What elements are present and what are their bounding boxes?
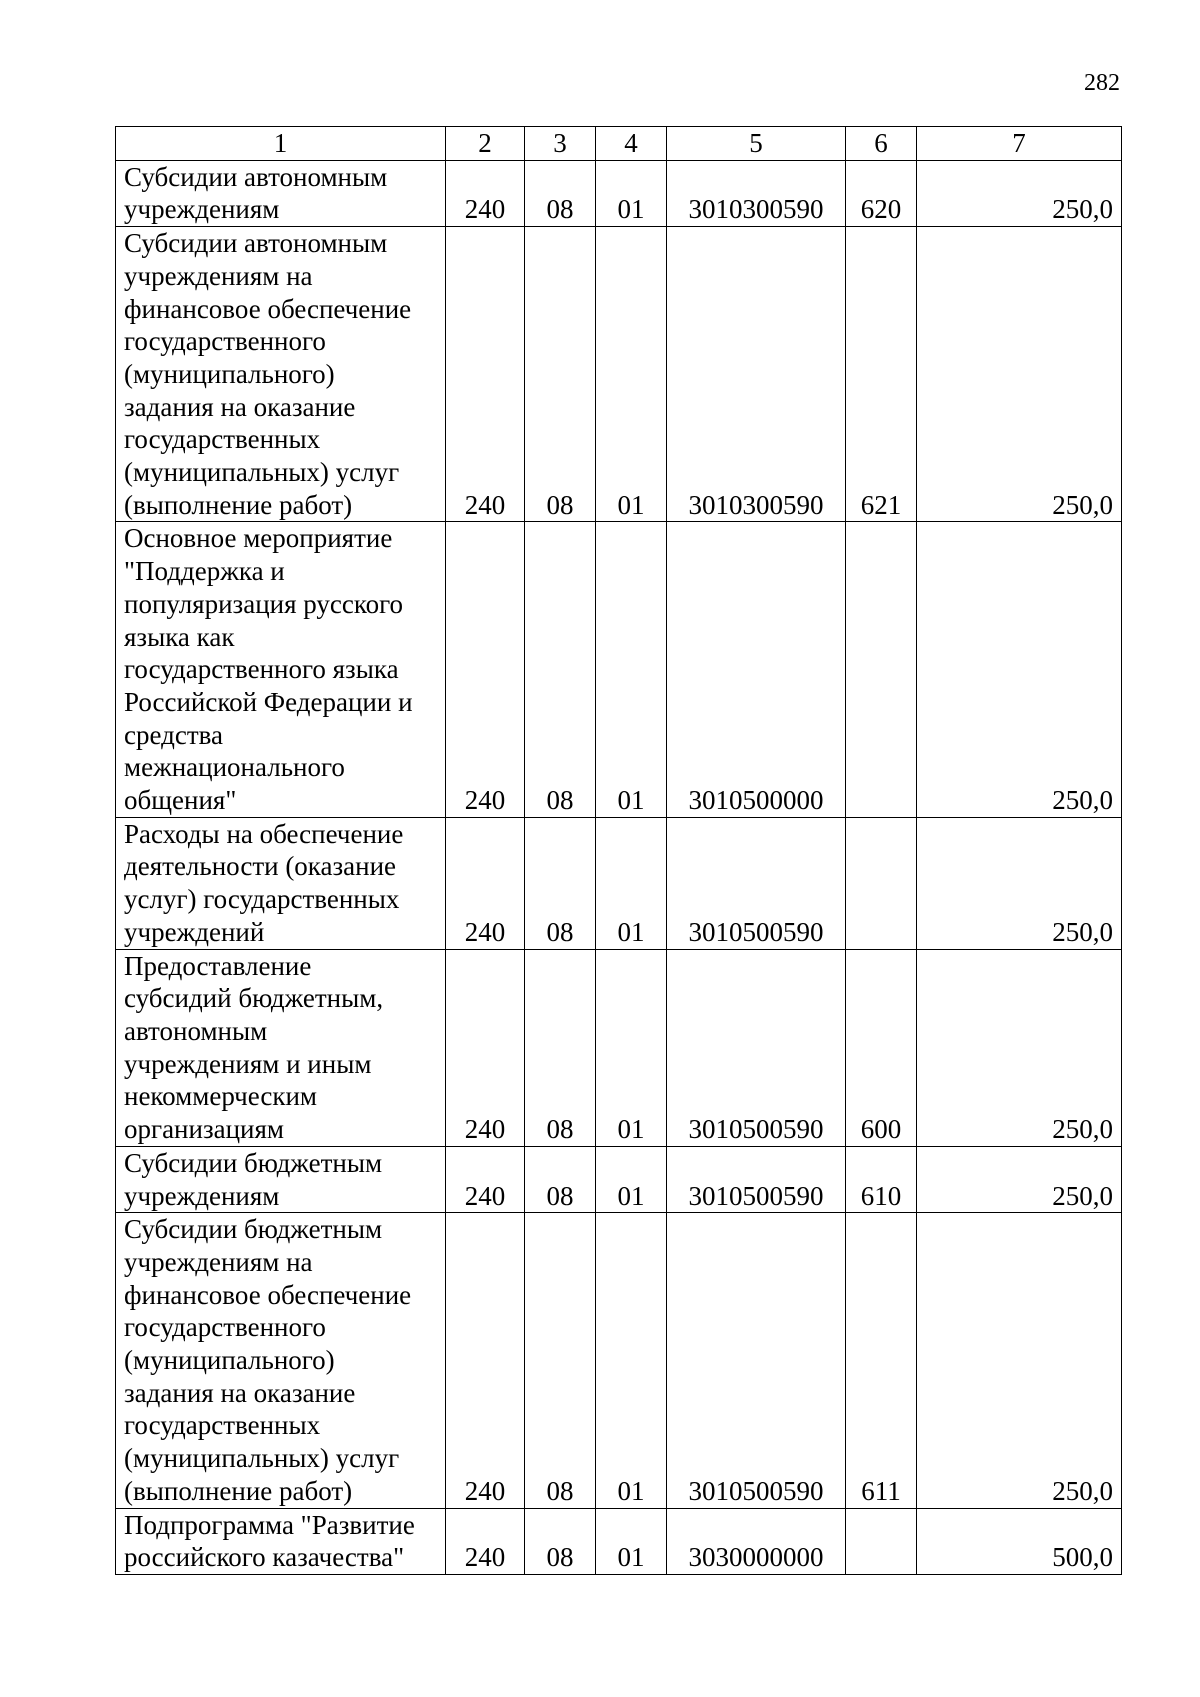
column-header: 1 [116, 127, 446, 161]
cell-expense-type [846, 522, 917, 817]
table-row [116, 1213, 1122, 1508]
cell-subsection: 01 [596, 227, 667, 522]
cell-target-article: 3010500590 [667, 817, 846, 949]
table-row [116, 817, 1122, 949]
table-row [116, 1146, 1122, 1212]
cell-code: 240 [446, 1508, 525, 1574]
table-row [116, 1508, 1122, 1574]
cell-amount: 250,0 [917, 160, 1122, 226]
cell-target-article: 3010300590 [667, 160, 846, 226]
column-header: 3 [525, 127, 596, 161]
cell-subsection: 01 [596, 160, 667, 226]
cell-target-article: 3010500590 [667, 1213, 846, 1508]
cell-amount: 250,0 [917, 1213, 1122, 1508]
cell-subsection: 01 [596, 1213, 667, 1508]
cell-amount: 250,0 [917, 522, 1122, 817]
row-description: Субсидии бюджетным учреждениям [124, 1147, 383, 1211]
table-row [116, 227, 1122, 522]
row-description: Субсидии автономным учреждениям на финансовое обеспечение государственного (муниципального) задания на оказание государственных (муниципальных) услуг (выполнение работ) [124, 228, 412, 520]
cell-expense-type: 600 [846, 949, 917, 1146]
row-description: Предоставление субсидий бюджетным, автономным учреждениям и иным некоммерческим организациям [124, 950, 384, 1145]
cell-code: 240 [446, 160, 525, 226]
cell-section: 08 [525, 1213, 596, 1508]
table-row [116, 522, 1122, 817]
page-number: 282 [1084, 70, 1120, 96]
cell-expense-type [846, 1508, 917, 1574]
row-description: Расходы на обеспечение деятельности (оказание услуг) государственных учреждений [124, 818, 404, 947]
cell-amount: 250,0 [917, 817, 1122, 949]
cell-section: 08 [525, 1146, 596, 1212]
cell-subsection: 01 [596, 817, 667, 949]
cell-amount: 250,0 [917, 227, 1122, 522]
column-header: 7 [917, 127, 1122, 161]
cell-section: 08 [525, 522, 596, 817]
cell-expense-type: 610 [846, 1146, 917, 1212]
row-description: Субсидии бюджетным учреждениям на финансовое обеспечение государственного (муниципального) задания на оказание государственных (муниципальных) услуг (выполнение работ) [124, 1214, 412, 1506]
budget-table [115, 126, 1122, 1575]
column-header: 4 [596, 127, 667, 161]
column-header: 5 [667, 127, 846, 161]
cell-code: 240 [446, 227, 525, 522]
cell-expense-type: 620 [846, 160, 917, 226]
cell-expense-type: 621 [846, 227, 917, 522]
table-row [116, 160, 1122, 226]
cell-section: 08 [525, 817, 596, 949]
cell-target-article: 3030000000 [667, 1508, 846, 1574]
row-description: Основное мероприятие "Поддержка и популяризация русского языка как государственного языка Российской Федерации и средства межнационального общения" [124, 523, 413, 816]
cell-expense-type [846, 817, 917, 949]
cell-target-article: 3010500000 [667, 522, 846, 817]
row-description: Подпрограмма "Развитие российского казачества" [124, 1509, 415, 1573]
cell-subsection: 01 [596, 1508, 667, 1574]
cell-code: 240 [446, 817, 525, 949]
column-header: 2 [446, 127, 525, 161]
cell-amount: 250,0 [917, 1146, 1122, 1212]
cell-subsection: 01 [596, 522, 667, 817]
cell-target-article: 3010500590 [667, 949, 846, 1146]
column-header: 6 [846, 127, 917, 161]
cell-subsection: 01 [596, 1146, 667, 1212]
cell-target-article: 3010500590 [667, 1146, 846, 1212]
cell-amount: 250,0 [917, 949, 1122, 1146]
table-header-row [116, 127, 1122, 161]
cell-section: 08 [525, 160, 596, 226]
cell-code: 240 [446, 522, 525, 817]
cell-code: 240 [446, 949, 525, 1146]
row-description: Субсидии автономным учреждениям [124, 161, 388, 225]
cell-section: 08 [525, 227, 596, 522]
cell-subsection: 01 [596, 949, 667, 1146]
cell-code: 240 [446, 1146, 525, 1212]
cell-section: 08 [525, 1508, 596, 1574]
cell-amount: 500,0 [917, 1508, 1122, 1574]
table-row [116, 949, 1122, 1146]
cell-expense-type: 611 [846, 1213, 917, 1508]
cell-target-article: 3010300590 [667, 227, 846, 522]
cell-code: 240 [446, 1213, 525, 1508]
cell-section: 08 [525, 949, 596, 1146]
